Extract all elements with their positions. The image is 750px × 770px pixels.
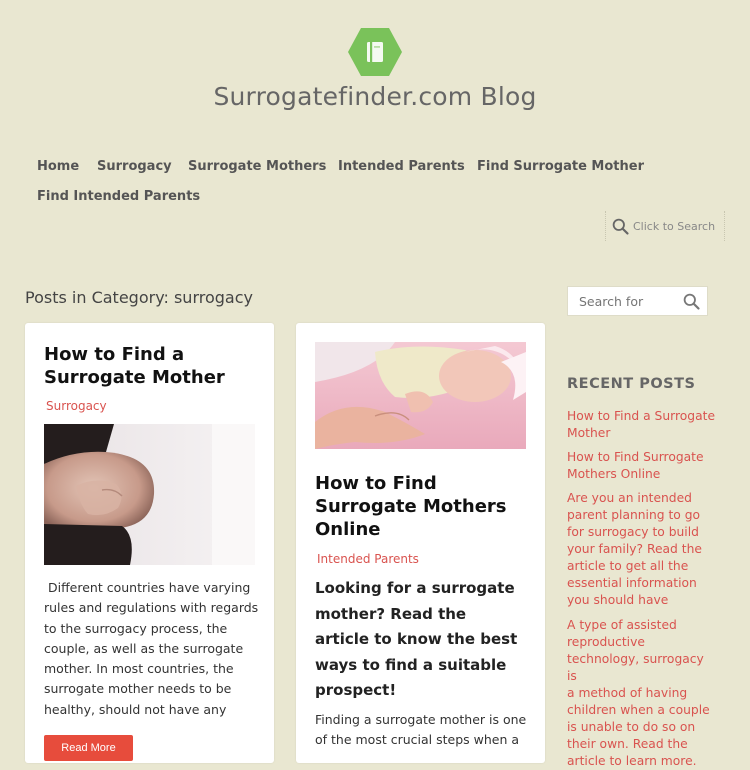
post-title[interactable]: How to Find Surrogate Mothers Online: [315, 473, 507, 540]
nav-item-surrogacy[interactable]: Surrogacy: [97, 159, 172, 174]
post-lead: Looking for a surrogate mother? Read the article to know the best ways to find a suitable prospect!: [315, 579, 518, 699]
recent-post-link[interactable]: How to Find Surrogate Mothers Online: [567, 450, 704, 481]
sidebar-search: [567, 286, 708, 316]
post-thumbnail-pregnant-belly[interactable]: [44, 424, 255, 565]
nav-item-surrogate-mothers[interactable]: Surrogate Mothers: [188, 159, 327, 174]
page-title: Posts in Category: surrogacy: [25, 288, 253, 307]
recent-post-link[interactable]: Are you an intended parent planning to go for surrogacy to build your family? Read the article to get all the essential information you should have: [567, 491, 702, 607]
nav-item-intended-parents[interactable]: Intended Parents: [338, 159, 465, 174]
read-more-button[interactable]: Read More: [44, 735, 133, 761]
nav-item-find-surrogate-mother[interactable]: Find Surrogate Mother: [477, 159, 644, 174]
search-icon: [612, 218, 629, 235]
post-category-link[interactable]: Surrogacy: [46, 399, 107, 413]
post-card: [25, 323, 274, 763]
book-icon: [348, 27, 402, 77]
search-input[interactable]: [579, 294, 683, 309]
post-excerpt: Different countries have varying rules and regulations with regards to the surrogacy process, the couple, as well as the surrogate mother. In most countries, the surrogate mother needs to be healthy, should not have any: [44, 580, 259, 717]
header-search-label: Click to Search: [633, 219, 716, 233]
post-title[interactable]: How to Find a Surrogate Mother: [44, 344, 225, 388]
post-category-link[interactable]: Intended Parents: [317, 552, 419, 566]
recent-post-link[interactable]: A type of assisted reproductive technology, surrogacy is a method of having children when a couple is unable to do so on their own. Read the article to learn more.: [567, 618, 710, 768]
post-thumbnail-newborn[interactable]: [315, 342, 526, 449]
post-excerpt: Finding a surrogate mother is one of the most crucial steps when a: [315, 712, 527, 748]
post-card: [296, 323, 545, 763]
search-icon[interactable]: [683, 293, 700, 310]
header-search-toggle[interactable]: [605, 211, 725, 241]
site-title[interactable]: Surrogatefinder.com Blog: [213, 82, 537, 111]
recent-post-link[interactable]: How to Find a Surrogate Mother: [567, 409, 716, 440]
nav-item-find-intended-parents[interactable]: Find Intended Parents: [37, 189, 201, 204]
nav-item-home[interactable]: Home: [37, 159, 80, 174]
site-logo[interactable]: [348, 27, 402, 77]
recent-posts-heading: RECENT POSTS: [567, 376, 696, 392]
